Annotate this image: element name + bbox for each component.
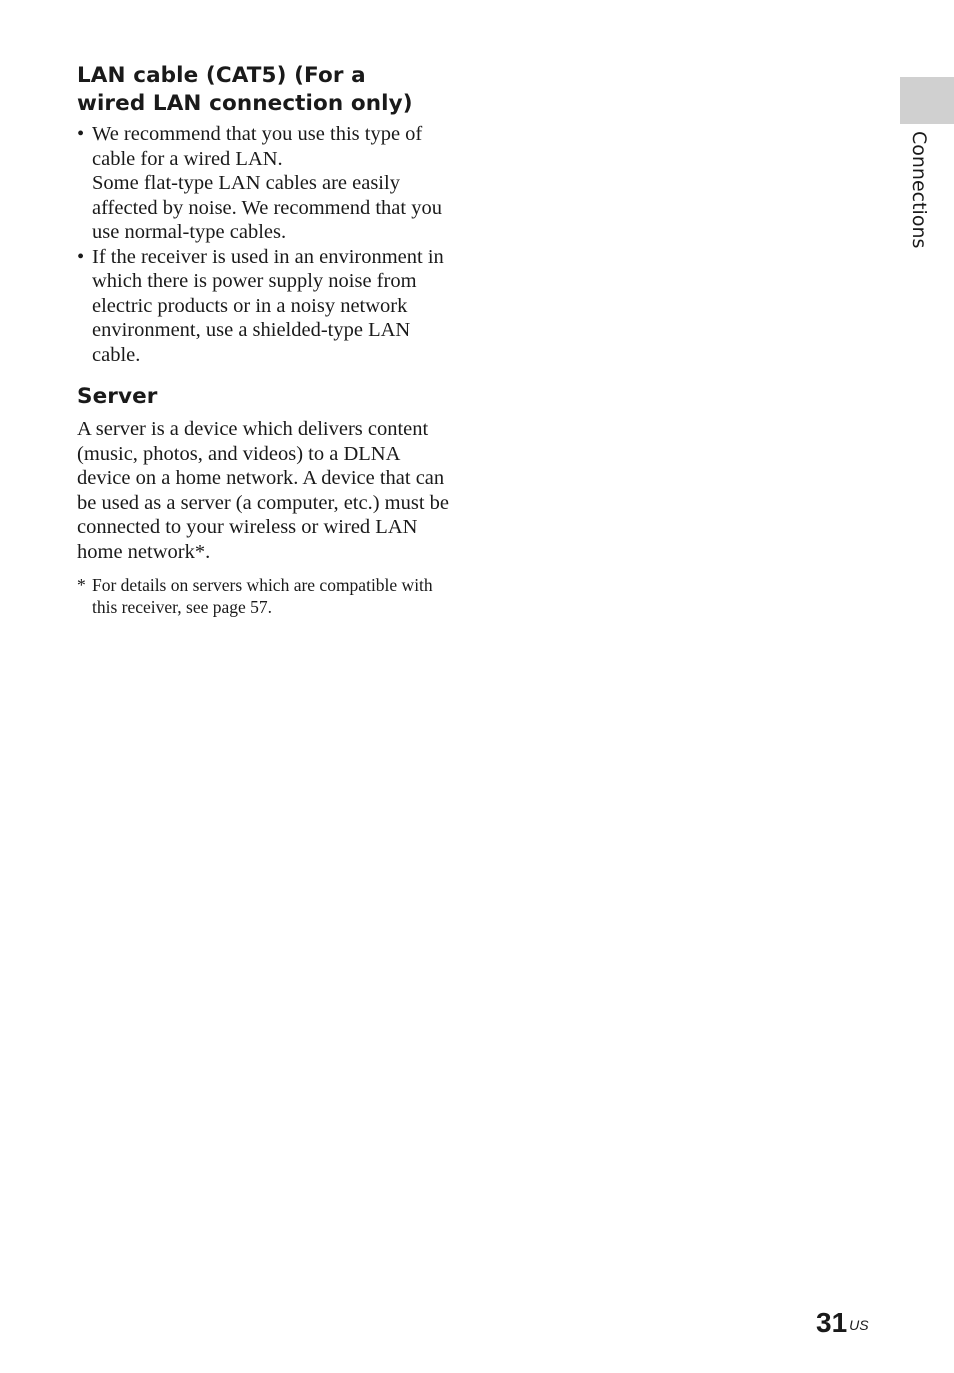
footnote: [77, 574, 452, 618]
bullet-paragraph: We recommend that you use this type of cable for a wired LAN.: [92, 123, 423, 170]
server-description: A server is a device which delivers content (music, photos, and videos) to a DLNA device on a home network. A device that can be used as a server (a computer, etc.) must be connected to your wireless or wired LAN home network*.: [77, 418, 450, 563]
page-number-value: 31: [816, 1307, 848, 1338]
lan-cable-heading-line1: LAN cable (CAT5) (For a: [77, 63, 366, 88]
page-number: [816, 1306, 869, 1340]
section-tab-label: Connections: [908, 131, 930, 249]
server-heading: Server: [77, 384, 158, 409]
list-item: [77, 122, 452, 245]
lan-cable-bullet-list: [77, 122, 452, 367]
bullet-paragraph: Some flat-type LAN cables are easily affected by noise. We recommend that you use normal-type cables.: [92, 172, 442, 243]
page-number-suffix: US: [849, 1317, 869, 1333]
bullet-paragraph: If the receiver is used in an environment in which there is power supply noise from electric products or in a noisy network environment, use a shielded-type LAN cable.: [92, 245, 444, 366]
main-column: [77, 62, 452, 618]
lan-cable-heading-line2: wired LAN connection only): [77, 91, 413, 116]
section-tab-marker: [900, 77, 954, 124]
list-item: [77, 245, 452, 368]
footnote-text: For details on servers which are compatible with this receiver, see page 57.: [92, 575, 433, 617]
lan-cable-heading: [77, 62, 452, 118]
bullet-icon: •: [77, 245, 85, 268]
bullet-icon: •: [77, 123, 85, 145]
asterisk-icon: *: [77, 575, 86, 595]
